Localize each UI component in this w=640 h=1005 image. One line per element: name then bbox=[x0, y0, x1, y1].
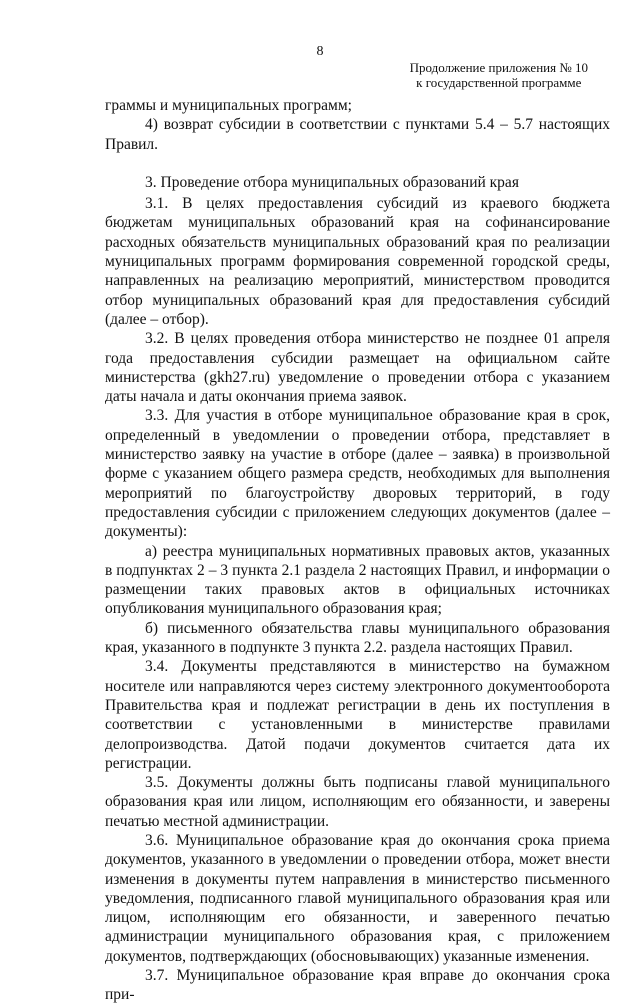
paragraph-3-3-a: а) реестра муниципальных нормативных правовых актов, указанных в подпунктах 2 – 3 пункта 2.1 раздела 2 настоящих Правил, и информации о размещении таких правовых актов в официальных источниках опубликования муниципального образования края; bbox=[105, 542, 610, 618]
paragraph-3-3: 3.3. Для участия в отборе муниципальное образование края в срок, определенный в уведомлении о проведении отбора, представляет в министерство заявку на участие в отборе (далее – заявка) в произвольной форме с указанием общего размера средств, необходимых для выполнения мероприятий по благоустройству дворовых территорий, в году предоставления субсидии с приложением следующих документов (далее – документы): bbox=[105, 407, 610, 541]
paragraph-3-7: 3.7. Муниципальное образование края вправе до окончания срока при- bbox=[105, 967, 610, 1004]
paragraph-item-4: 4) возврат субсидии в соответствии с пунктами 5.4 – 5.7 настоящих Правил. bbox=[105, 116, 610, 153]
appendix-header bbox=[410, 60, 588, 90]
appendix-header-line-1: Продолжение приложения № 10 bbox=[409, 60, 588, 75]
paragraph-3-2: 3.2. В целях проведения отбора министерство не позднее 01 апреля года предоставления субсидии размещает на официальном сайте министерства (gkh27.ru) уведомление о проведении отбора с указанием даты начала и даты окончания приема заявок. bbox=[105, 330, 610, 406]
paragraph-3-5: 3.5. Документы должны быть подписаны главой муниципального образования края или лицом, исполняющим его обязанности, и заверены печатью местной администрации. bbox=[105, 774, 610, 830]
continuation-line: граммы и муниципальных программ; bbox=[105, 97, 352, 114]
appendix-header-line-2: к государственной программе bbox=[416, 75, 582, 90]
paragraph-3-3-b: б) письменного обязательства главы муниципального образования края, указанного в подпункте 3 пункта 2.2. раздела настоящих Правил. bbox=[105, 619, 610, 657]
document-body bbox=[105, 96, 610, 1005]
paragraph-3-4: 3.4. Документы представляются в министерство на бумажном носителе или направляются через систему электронного документооборота Правительства края и подлежат регистрации в день их поступления в соответствии с установленными в министерстве правилами делопроизводства. Датой подачи документов считается дата их регистрации. bbox=[105, 658, 610, 772]
section-heading: 3. Проведение отбора муниципальных образований края bbox=[145, 173, 519, 191]
page-number: 8 bbox=[316, 44, 324, 59]
paragraph-3-6: 3.6. Муниципальное образование края до окончания срока приема документов, указанного в уведомлении о проведении отбора, может внести изменения в документы путем направления в министерство письменного уведомления, подписанного главой муниципального образования края или лицом, исполняющим его обязанности, и заверенного печатью администрации муниципального образования края, с приложением документов, подтверждающих (обосновывающих) указанные изменения. bbox=[105, 831, 610, 965]
paragraph-3-1: 3.1. В целях предоставления субсидий из краевого бюджета бюджетам муниципальных образований края на софинансирование расходных обязательств муниципальных образований края по реализации муниципальных программ формирования современной городской среды, направленных на реализацию мероприятий, министерством проводится отбор муниципальных образований края для предоставления субсидий (далее – отбор). bbox=[105, 195, 610, 328]
